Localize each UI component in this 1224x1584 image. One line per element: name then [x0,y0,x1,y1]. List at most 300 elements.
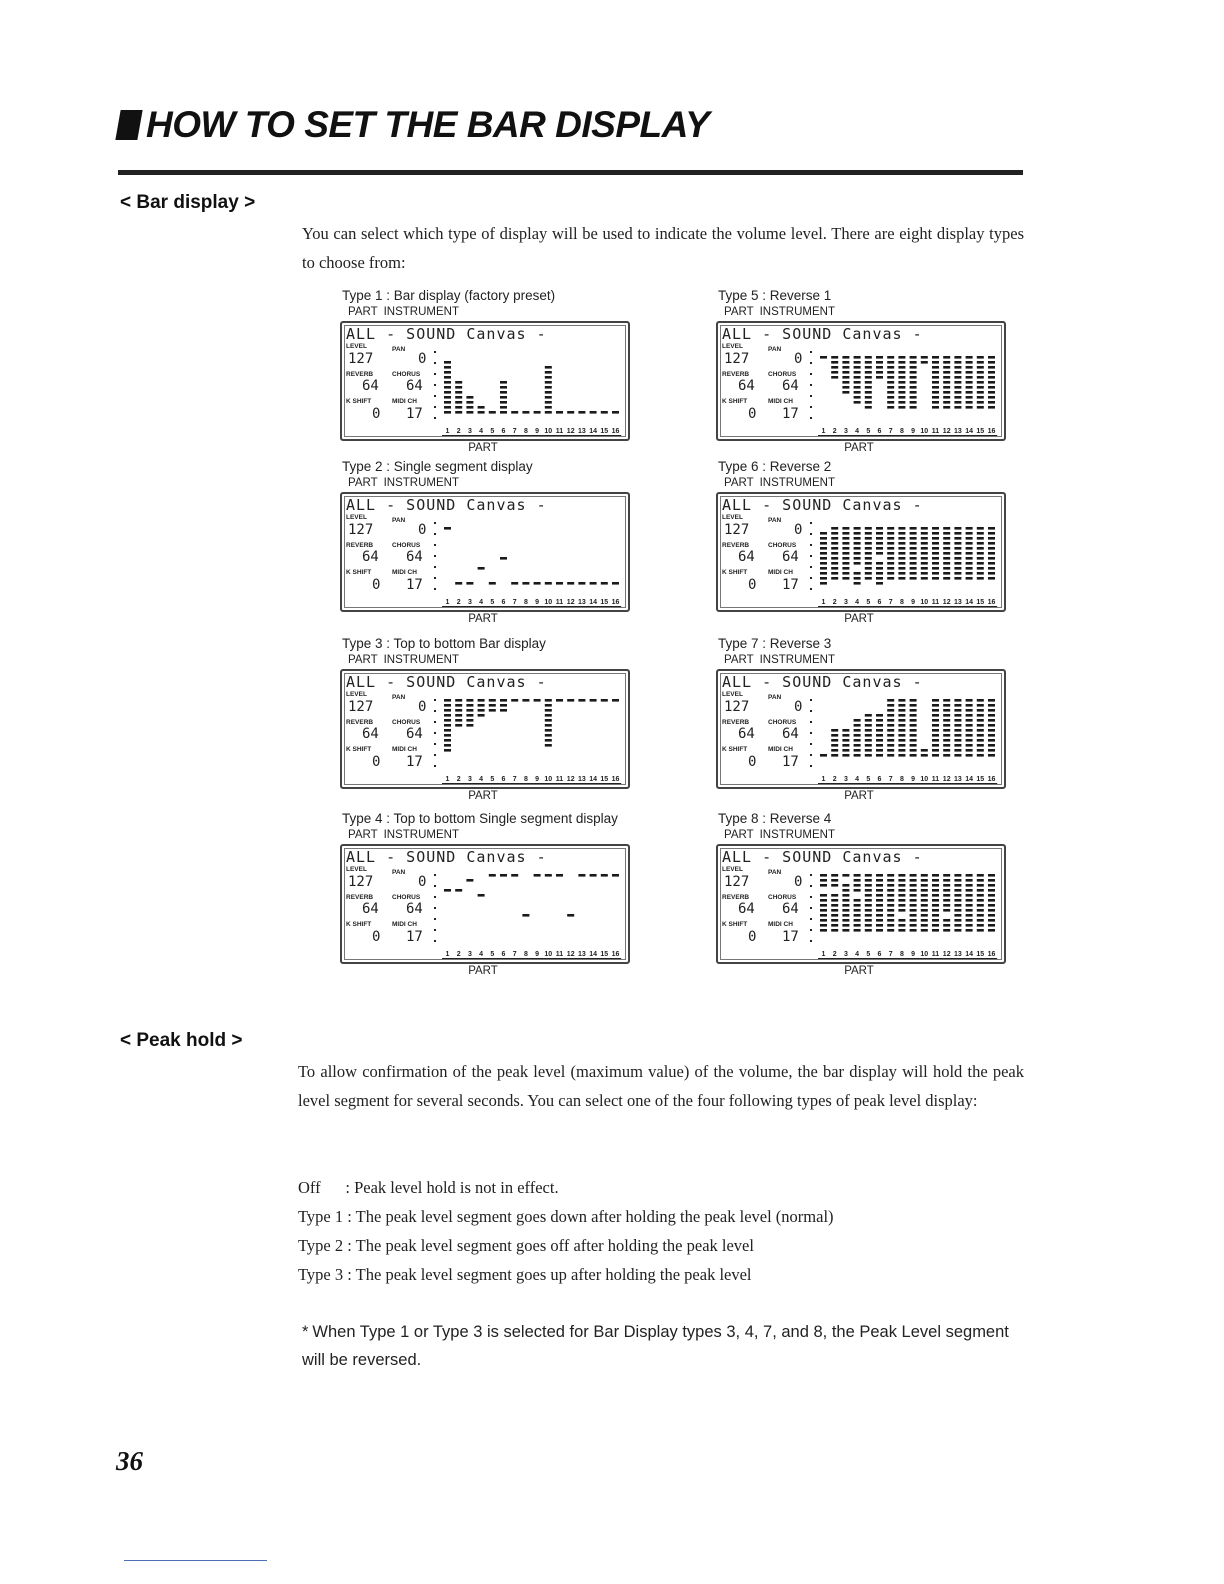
bar-segment [820,914,827,917]
bar-segment [511,411,518,414]
bar-segment [898,699,905,702]
bar-segment [820,537,827,540]
page-title-text: HOW TO SET THE BAR DISPLAY [146,104,710,145]
bar-segment [831,754,838,757]
bar-segment [954,537,961,540]
bar-segment [977,562,984,565]
part-number-label: 6 [877,599,882,606]
separator-dot [434,940,436,942]
bar-segment [842,542,849,545]
bar-segment [854,396,861,399]
bar-segment [954,884,961,887]
bar-segment [876,714,883,717]
bar-segment [887,729,894,732]
bar-segment [977,361,984,364]
bar-segment [820,874,827,877]
bar-segment [966,557,973,560]
part-number-label: 13 [578,776,586,783]
bar-segment [842,894,849,897]
bar-segment [545,406,552,409]
bar-segment [932,704,939,707]
part-number-underline [442,958,621,959]
bar-segment [932,724,939,727]
bar-segment [954,356,961,359]
part-label: PART [724,306,754,318]
bar-segment [842,874,849,877]
bar-segment [954,889,961,892]
bar-segment [478,709,485,712]
bar-segment [842,567,849,570]
chorus-label: CHORUS [768,371,797,378]
bar-segment [876,744,883,747]
part-axis-label: PART [844,790,874,802]
bar-segment [966,874,973,877]
separator-dot [810,765,812,767]
part-number-label: 4 [855,428,860,435]
pan-value: 0 [794,699,803,715]
bar-segment [876,879,883,882]
bar-segment [977,724,984,727]
kshift-label: K SHIFT [346,398,372,405]
bar-segment [534,874,541,877]
part-number-label: 4 [479,599,484,606]
bar-segment [601,411,608,414]
bar-segment [977,406,984,409]
bar-segment [444,386,451,389]
bar-segment [943,532,950,535]
part-number-label: 5 [866,428,871,435]
bar-segment [887,699,894,702]
bar-segment [898,406,905,409]
bar-segment [820,552,827,555]
bar-segment [921,356,928,359]
bar-segment [876,894,883,897]
bar-segment [954,749,961,752]
chorus-label: CHORUS [392,371,421,378]
bar-segment [556,411,563,414]
bar-segment [943,744,950,747]
bar-segment [898,924,905,927]
lcd-screen [716,844,1006,964]
part-number-label: 8 [523,951,528,958]
midich-value: 17 [406,577,423,593]
bar-segment [820,567,827,570]
bar-segment [522,914,529,917]
display-type-panel-6 [716,459,1008,625]
bar-segment [932,381,939,384]
bar-segment [854,547,861,550]
level-value: 127 [348,351,374,367]
pan-value: 0 [794,351,803,367]
separator-dot [810,555,812,557]
bar-segment [567,914,574,917]
bar-segment [977,924,984,927]
bar-segment [831,899,838,902]
separator-dot [434,533,436,535]
bar-segment [977,929,984,932]
bar-segment [943,356,950,359]
bar-segment [865,919,872,922]
bar-segment [954,547,961,550]
bar-segment [932,396,939,399]
bar-segment [545,391,552,394]
bar-segment [932,889,939,892]
bar-segment [887,401,894,404]
bar-segment [854,754,861,757]
bar-segment [876,567,883,570]
instrument-label: INSTRUMENT [759,829,835,841]
bar-segment [865,376,872,379]
bar-segment [943,739,950,742]
bar-segment [954,401,961,404]
part-number-label: 2 [832,776,837,783]
bar-segment [466,582,473,585]
bar-segment [865,567,872,570]
part-label: PART [348,829,378,841]
bar-segment [876,754,883,757]
part-number-label: 7 [888,951,893,958]
bar-segment [854,572,861,575]
bar-segment [887,381,894,384]
bar-segment [876,582,883,585]
bar-segment [910,889,917,892]
bar-segment [910,577,917,580]
bar-segment [932,904,939,907]
bar-segment [932,527,939,530]
bar-segment [478,411,485,414]
bar-segment [977,547,984,550]
bar-segment [455,704,462,707]
bar-segment [943,879,950,882]
bar-meter [342,671,628,787]
bar-segment [511,699,518,702]
chorus-value: 64 [406,378,423,394]
bar-segment [876,884,883,887]
bar-segment [977,376,984,379]
bar-segment [898,739,905,742]
part-number-label: 12 [942,776,951,783]
bar-segment [444,734,451,737]
bar-segment [932,376,939,379]
part-number-label: 14 [589,776,597,783]
bar-segment [887,386,894,389]
bar-segment [865,724,872,727]
bar-segment [887,749,894,752]
separator-dot [434,754,436,756]
bar-segment [910,567,917,570]
type-caption: Type 8 : Reverse 4 [718,811,832,826]
bar-segment [921,537,928,540]
bar-segment [887,527,894,530]
bar-segment [921,889,928,892]
bar-segment [954,704,961,707]
bar-segment [988,924,995,927]
reverb-value: 64 [362,549,379,565]
bar-segment [988,396,995,399]
midich-value: 17 [782,406,799,422]
part-number-label: 1 [821,599,826,606]
bar-segment [932,532,939,535]
lcd-header-text: ALL - SOUND Canvas - [722,496,923,514]
bar-display-intro: You can select which type of display will be used to indicate the volume level. There are eight display types to choose from: [302,224,1024,272]
bar-segment [977,889,984,892]
bar-segment [556,874,563,877]
bar-segment [954,376,961,379]
part-number-label: 15 [600,428,609,435]
part-number-label: 6 [877,428,882,435]
part-number-label: 4 [479,428,484,435]
bar-segment [842,562,849,565]
separator-dot [434,907,436,909]
part-number-underline [442,783,621,784]
bar-segment [943,709,950,712]
bar-segment [578,874,585,877]
bar-segment [865,744,872,747]
bar-segment [455,401,462,404]
kshift-label: K SHIFT [722,398,748,405]
bar-segment [977,739,984,742]
bar-segment [898,396,905,399]
separator-dot [434,743,436,745]
bar-segment [545,699,552,702]
part-number-label: 9 [535,951,540,958]
bar-segment [876,572,883,575]
peak-hold-options [298,1173,1024,1289]
part-number-label: 10 [920,599,929,606]
bar-segment [943,557,950,560]
pan-label: PAN [392,517,406,524]
bar-segment [910,401,917,404]
bar-segment [943,749,950,752]
bar-segment [545,371,552,374]
pan-label: PAN [392,694,406,701]
bar-segment [865,386,872,389]
bar-segment [831,739,838,742]
display-type-panel-4 [340,811,632,977]
bar-segment [988,391,995,394]
bar-segment [988,542,995,545]
bar-segment [954,894,961,897]
bar-segment [966,401,973,404]
bar-segment [954,909,961,912]
bar-segment [977,577,984,580]
bar-segment [921,874,928,877]
bar-segment [455,406,462,409]
bar-segment [954,391,961,394]
level-label: LEVEL [346,343,367,350]
part-number-label: 1 [821,951,826,958]
bar-segment [910,532,917,535]
part-number-label: 13 [954,599,962,606]
part-axis-label: PART [844,613,874,625]
part-axis-label: PART [844,965,874,977]
bar-segment [500,874,507,877]
bar-segment [988,537,995,540]
separator-dot [434,699,436,701]
bar-segment [567,582,574,585]
bar-segment [921,749,928,752]
bar-segment [455,396,462,399]
bar-segment [943,894,950,897]
part-number-label: 6 [501,599,506,606]
bar-segment [966,577,973,580]
part-number-label: 3 [843,776,848,783]
bar-segment [590,874,597,877]
bar-segment [545,386,552,389]
bar-segment [954,709,961,712]
bar-segment [500,396,507,399]
bar-segment [932,386,939,389]
bar-segment [954,699,961,702]
bar-segment [887,909,894,912]
bar-segment [932,547,939,550]
separator-dot [810,754,812,756]
bar-segment [910,542,917,545]
part-number-label: 10 [920,776,929,783]
bar-segment [910,879,917,882]
bar-segment [842,371,849,374]
bar-segment [854,874,861,877]
pan-value: 0 [794,522,803,538]
separator-dot [434,417,436,419]
bar-segment [842,376,849,379]
bar-segment [898,527,905,530]
bar-segment [932,709,939,712]
bar-segment [545,401,552,404]
bar-segment [854,904,861,907]
bar-segment [854,734,861,737]
separator-dot [434,765,436,767]
bar-segment [988,709,995,712]
bar-segment [820,557,827,560]
bar-segment [854,537,861,540]
bar-segment [932,542,939,545]
bar-segment [865,361,872,364]
bar-segment [854,532,861,535]
bar-segment [898,729,905,732]
bar-segment [921,909,928,912]
chorus-value: 64 [406,901,423,917]
bar-segment [954,386,961,389]
bar-segment [466,724,473,727]
bar-segment [988,889,995,892]
bar-segment [988,719,995,722]
bar-segment [910,537,917,540]
bar-segment [954,924,961,927]
bar-segment [943,572,950,575]
kshift-label: K SHIFT [346,746,372,753]
bar-segment [831,552,838,555]
bar-segment [820,924,827,927]
bar-segment [977,729,984,732]
bar-segment [820,562,827,565]
separator-dot [810,721,812,723]
bar-segment [988,699,995,702]
bar-segment [943,391,950,394]
bar-segment [865,749,872,752]
bar-meter [718,846,1004,962]
part-number-label: 4 [479,951,484,958]
bar-segment [444,366,451,369]
bar-segment [977,884,984,887]
bar-segment [943,929,950,932]
bar-segment [988,381,995,384]
bar-segment [943,401,950,404]
bar-segment [842,914,849,917]
bar-segment [977,894,984,897]
bar-segment [444,724,451,727]
bar-segment [842,552,849,555]
separator-dot [810,732,812,734]
bar-segment [444,406,451,409]
bar-segment [545,729,552,732]
bar-segment [910,899,917,902]
part-number-label: 12 [942,428,951,435]
display-type-panel-3 [340,636,632,802]
pan-label: PAN [768,694,782,701]
bar-segment [478,894,485,897]
level-value: 127 [724,699,750,715]
bar-segment [932,361,939,364]
title-bullet-square [115,110,142,140]
part-number-label: 1 [821,776,826,783]
reverb-value: 64 [362,378,379,394]
bar-segment [842,532,849,535]
bar-segment [988,704,995,707]
bar-segment [865,739,872,742]
pan-label: PAN [768,346,782,353]
part-number-label: 16 [611,951,620,958]
part-number-label: 1 [445,951,450,958]
bar-segment [988,734,995,737]
lcd-header-text: ALL - SOUND Canvas - [346,673,547,691]
bar-segment [954,879,961,882]
level-label: LEVEL [346,691,367,698]
bar-segment [444,709,451,712]
bar-segment [820,919,827,922]
bar-segment [921,557,928,560]
page-title [118,104,709,146]
bar-segment [988,371,995,374]
reverb-label: REVERB [346,719,374,726]
bar-segment [910,929,917,932]
bar-segment [954,406,961,409]
separator-dot [810,710,812,712]
separator-dot [810,885,812,887]
part-number-label: 7 [512,776,517,783]
instrument-label: INSTRUMENT [759,477,835,489]
bar-segment [887,371,894,374]
bar-segment [966,376,973,379]
part-number-label: 10 [544,951,553,958]
lcd-screen [716,669,1006,789]
midich-label: MIDI CH [768,746,793,753]
bar-segment [854,739,861,742]
type-caption: Type 2 : Single segment display [342,459,533,474]
bar-segment [932,719,939,722]
bar-segment [921,577,928,580]
bar-segment [932,572,939,575]
bar-segment [854,919,861,922]
bar-segment [932,699,939,702]
bar-segment [977,356,984,359]
kshift-value: 0 [748,929,757,945]
bar-segment [545,724,552,727]
bar-segment [876,874,883,877]
bar-segment [954,904,961,907]
bar-segment [943,376,950,379]
bar-segment [478,406,485,409]
